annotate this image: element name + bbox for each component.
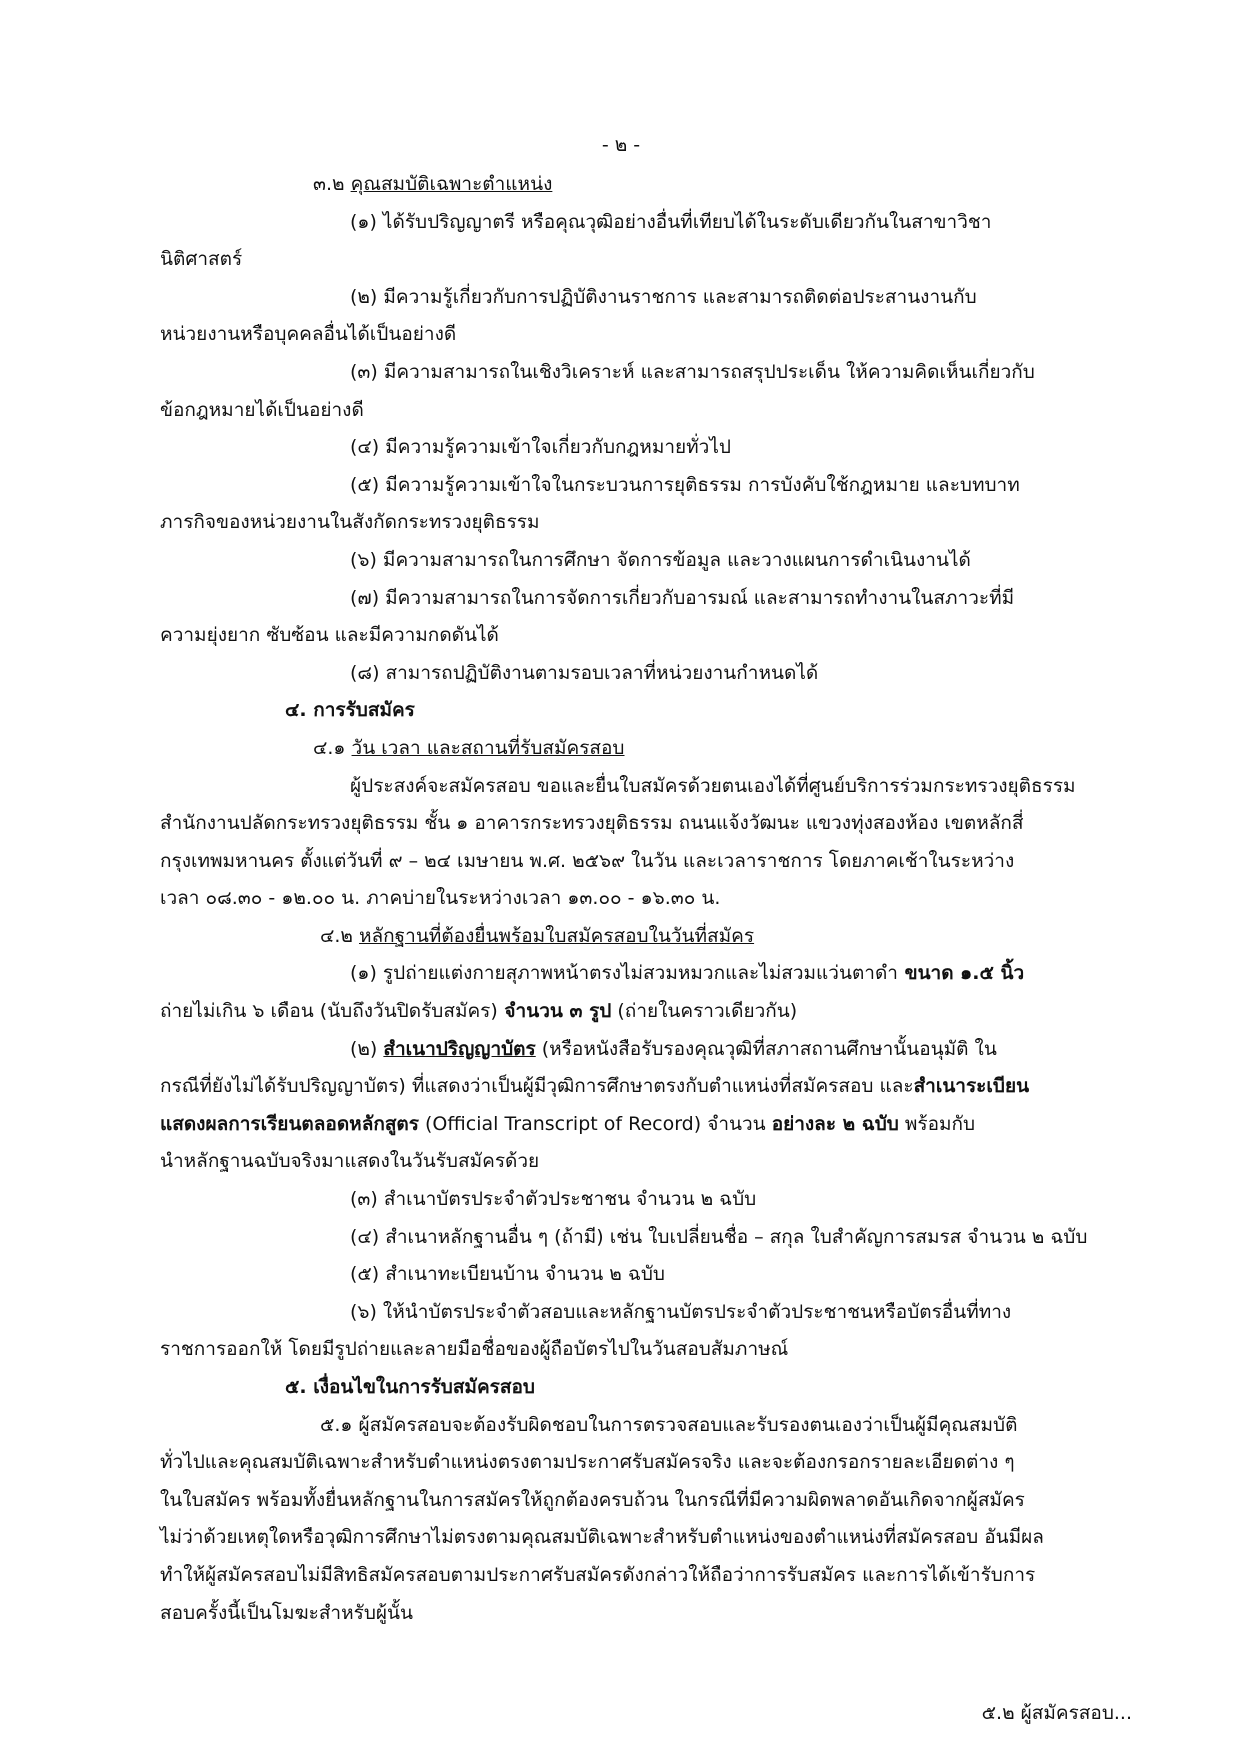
qualification-item: (๑) ได้รับปริญญาตรี หรือคุณวุฒิอย่างอื่นที่เทียบได้ในระดับเดียวกันในสาขาวิชา (350, 210, 992, 233)
document-item: (๓) สำเนาบัตรประจำตัวประชาชน จำนวน ๒ ฉบับ (350, 1188, 757, 1211)
document-item-cont: แสดงผลการเรียนตลอดหลักสูตร (Official Transcript of Record) จำนวน อย่างละ ๒ ฉบับ พร้อมกับ (160, 1112, 976, 1135)
document-body (160, 166, 1128, 1632)
qualification-item-cont: หน่วยงานหรือบุคคลอื่นได้เป็นอย่างดี (160, 323, 457, 346)
page-number: - ๒ - (601, 134, 641, 156)
qualification-item: (๒) มีความรู้เกี่ยวกับการปฏิบัติงานราชการ และสามารถติดต่อประสานงานกับ (350, 285, 977, 308)
section-heading-4-2: ๔.๒ หลักฐานที่ต้องยื่นพร้อมใบสมัครสอบในวันที่สมัคร (320, 924, 755, 947)
qualification-item: (๖) มีความสามารถในการศึกษา จัดการข้อมูล และวางแผนการดำเนินงานได้ (350, 548, 971, 571)
paragraph-line: สำนักงานปลัดกระทรวงยุติธรรม ชั้น ๑ อาคารกระทรวงยุติธรรม ถนนแจ้งวัฒนะ แขวงทุ่งสองห้อง เขตหลักสี่ (160, 812, 1024, 835)
paragraph-line: ไม่ว่าด้วยเหตุใดหรือวุฒิการศึกษาไม่ตรงตามคุณสมบัติเฉพาะสำหรับตำแหน่งของตำแหน่งที่สมัครสอบ อันมีผล (160, 1526, 1044, 1549)
qualification-item-cont: ข้อกฎหมายได้เป็นอย่างดี (160, 398, 364, 421)
section-heading-3-2: ๓.๒ คุณสมบัติเฉพาะตำแหน่ง (313, 173, 553, 195)
paragraph-line: ผู้ประสงค์จะสมัครสอบ ขอและยื่นใบสมัครด้วยตนเองได้ที่ศูนย์บริการร่วมกระทรวงยุติธรรม (350, 774, 1076, 797)
document-item-cont: ราชการออกให้ โดยมีรูปถ่ายและลายมือชื่อของผู้ถือบัตรไปในวันสอบสัมภาษณ์ (160, 1338, 789, 1361)
document-item: (๒) สำเนาปริญญาบัตร (หรือหนังสือรับรองคุณวุฒิที่สภาสถานศึกษานั้นอนุมัติ ใน (350, 1037, 997, 1060)
paragraph-line: เวลา ๐๘.๓๐ - ๑๒.๐๐ น. ภาคบ่ายในระหว่างเวลา ๑๓.๐๐ - ๑๖.๓๐ น. (160, 887, 721, 910)
section-heading-5: ๕. เงื่อนไขในการรับสมัครสอบ (285, 1376, 535, 1398)
paragraph-line: สอบครั้งนี้เป็นโมฆะสำหรับผู้นั้น (160, 1601, 413, 1624)
section-heading-4: ๔. การรับสมัคร (285, 699, 415, 722)
qualification-item: (๘) สามารถปฏิบัติงานตามรอบเวลาที่หน่วยงานกำหนดได้ (350, 661, 819, 684)
document-item: (๖) ให้นำบัตรประจำตัวสอบและหลักฐานบัตรประจำตัวประชาชนหรือบัตรอื่นที่ทาง (350, 1300, 1012, 1323)
document-item-cont: นำหลักฐานฉบับจริงมาแสดงในวันรับสมัครด้วย (160, 1150, 540, 1173)
section-title: คุณสมบัติเฉพาะตำแหน่ง (350, 173, 553, 195)
qualification-item: (๔) มีความรู้ความเข้าใจเกี่ยวกับกฎหมายทั่วไป (350, 436, 731, 459)
qualification-item-cont: นิติศาสตร์ (160, 248, 243, 271)
paragraph-line: กรุงเทพมหานคร ตั้งแต่วันที่ ๙ – ๒๔ เมษายน พ.ศ. ๒๕๖๙ ในวัน และเวลาราชการ โดยภาคเช้าในระหว่าง (160, 849, 1015, 872)
continuation-note: ๕.๒ ผู้สมัครสอบ... (981, 1702, 1132, 1724)
document-item: (๔) สำเนาหลักฐานอื่น ๆ (ถ้ามี) เช่น ใบเปลี่ยนชื่อ – สกุล ใบสำคัญการสมรส จำนวน ๒ ฉบับ (350, 1225, 1088, 1248)
qualification-item: (๗) มีความสามารถในการจัดการเกี่ยวกับอารมณ์ และสามารถทำงานในสภาวะที่มี (350, 586, 1015, 609)
paragraph-line: ๕.๑ ผู้สมัครสอบจะต้องรับผิดชอบในการตรวจสอบและรับรองตนเองว่าเป็นผู้มีคุณสมบัติ (320, 1413, 1018, 1436)
document-item: (๑) รูปถ่ายแต่งกายสุภาพหน้าตรงไม่สวมหมวกและไม่สวมแว่นตาดำ ขนาด ๑.๕ นิ้ว (350, 962, 1025, 985)
document-item: (๕) สำเนาทะเบียนบ้าน จำนวน ๒ ฉบับ (350, 1263, 665, 1286)
qualification-item-cont: ภารกิจของหน่วยงานในสังกัดกระทรวงยุติธรรม (160, 511, 540, 534)
qualification-item: (๓) มีความสามารถในเชิงวิเคราะห์ และสามารถสรุปประเด็น ให้ความคิดเห็นเกี่ยวกับ (350, 360, 1035, 383)
section-title: วัน เวลา และสถานที่รับสมัครสอบ (351, 736, 625, 759)
section-title: หลักฐานที่ต้องยื่นพร้อมใบสมัครสอบในวันที่สมัคร (359, 924, 755, 947)
paragraph-line: ทำให้ผู้สมัครสอบไม่มีสิทธิสมัครสอบตามประกาศรับสมัครดังกล่าวให้ถือว่าการรับสมัคร และการได้เข้ารับการ (160, 1563, 1036, 1586)
qualification-item: (๕) มีความรู้ความเข้าใจในกระบวนการยุติธรรม การบังคับใช้กฎหมาย และบทบาท (350, 473, 1020, 496)
section-heading-4-1: ๔.๑ วัน เวลา และสถานที่รับสมัครสอบ (313, 736, 625, 759)
paragraph-line: ในใบสมัคร พร้อมทั้งยื่นหลักฐานในการสมัครให้ถูกต้องครบถ้วน ในกรณีที่มีความผิดพลาดอันเกิดจากผู้สมัคร (160, 1488, 1025, 1511)
document-item-cont: ถ่ายไม่เกิน ๖ เดือน (นับถึงวันปิดรับสมัคร) จำนวน ๓ รูป (ถ่ายในคราวเดียวกัน) (160, 1000, 798, 1023)
qualification-item-cont: ความยุ่งยาก ซับซ้อน และมีความกดดันได้ (160, 624, 499, 647)
document-item-cont: กรณีที่ยังไม่ได้รับปริญญาบัตร) ที่แสดงว่าเป็นผู้มีวุฒิการศึกษาตรงกับตำแหน่งที่สมัครสอบ และสำเนาระเบียน (160, 1075, 1030, 1098)
paragraph-line: ทั่วไปและคุณสมบัติเฉพาะสำหรับตำแหน่งตรงตามประกาศรับสมัครจริง และจะต้องกรอกรายละเอียดต่าง ๆ (160, 1451, 1015, 1474)
